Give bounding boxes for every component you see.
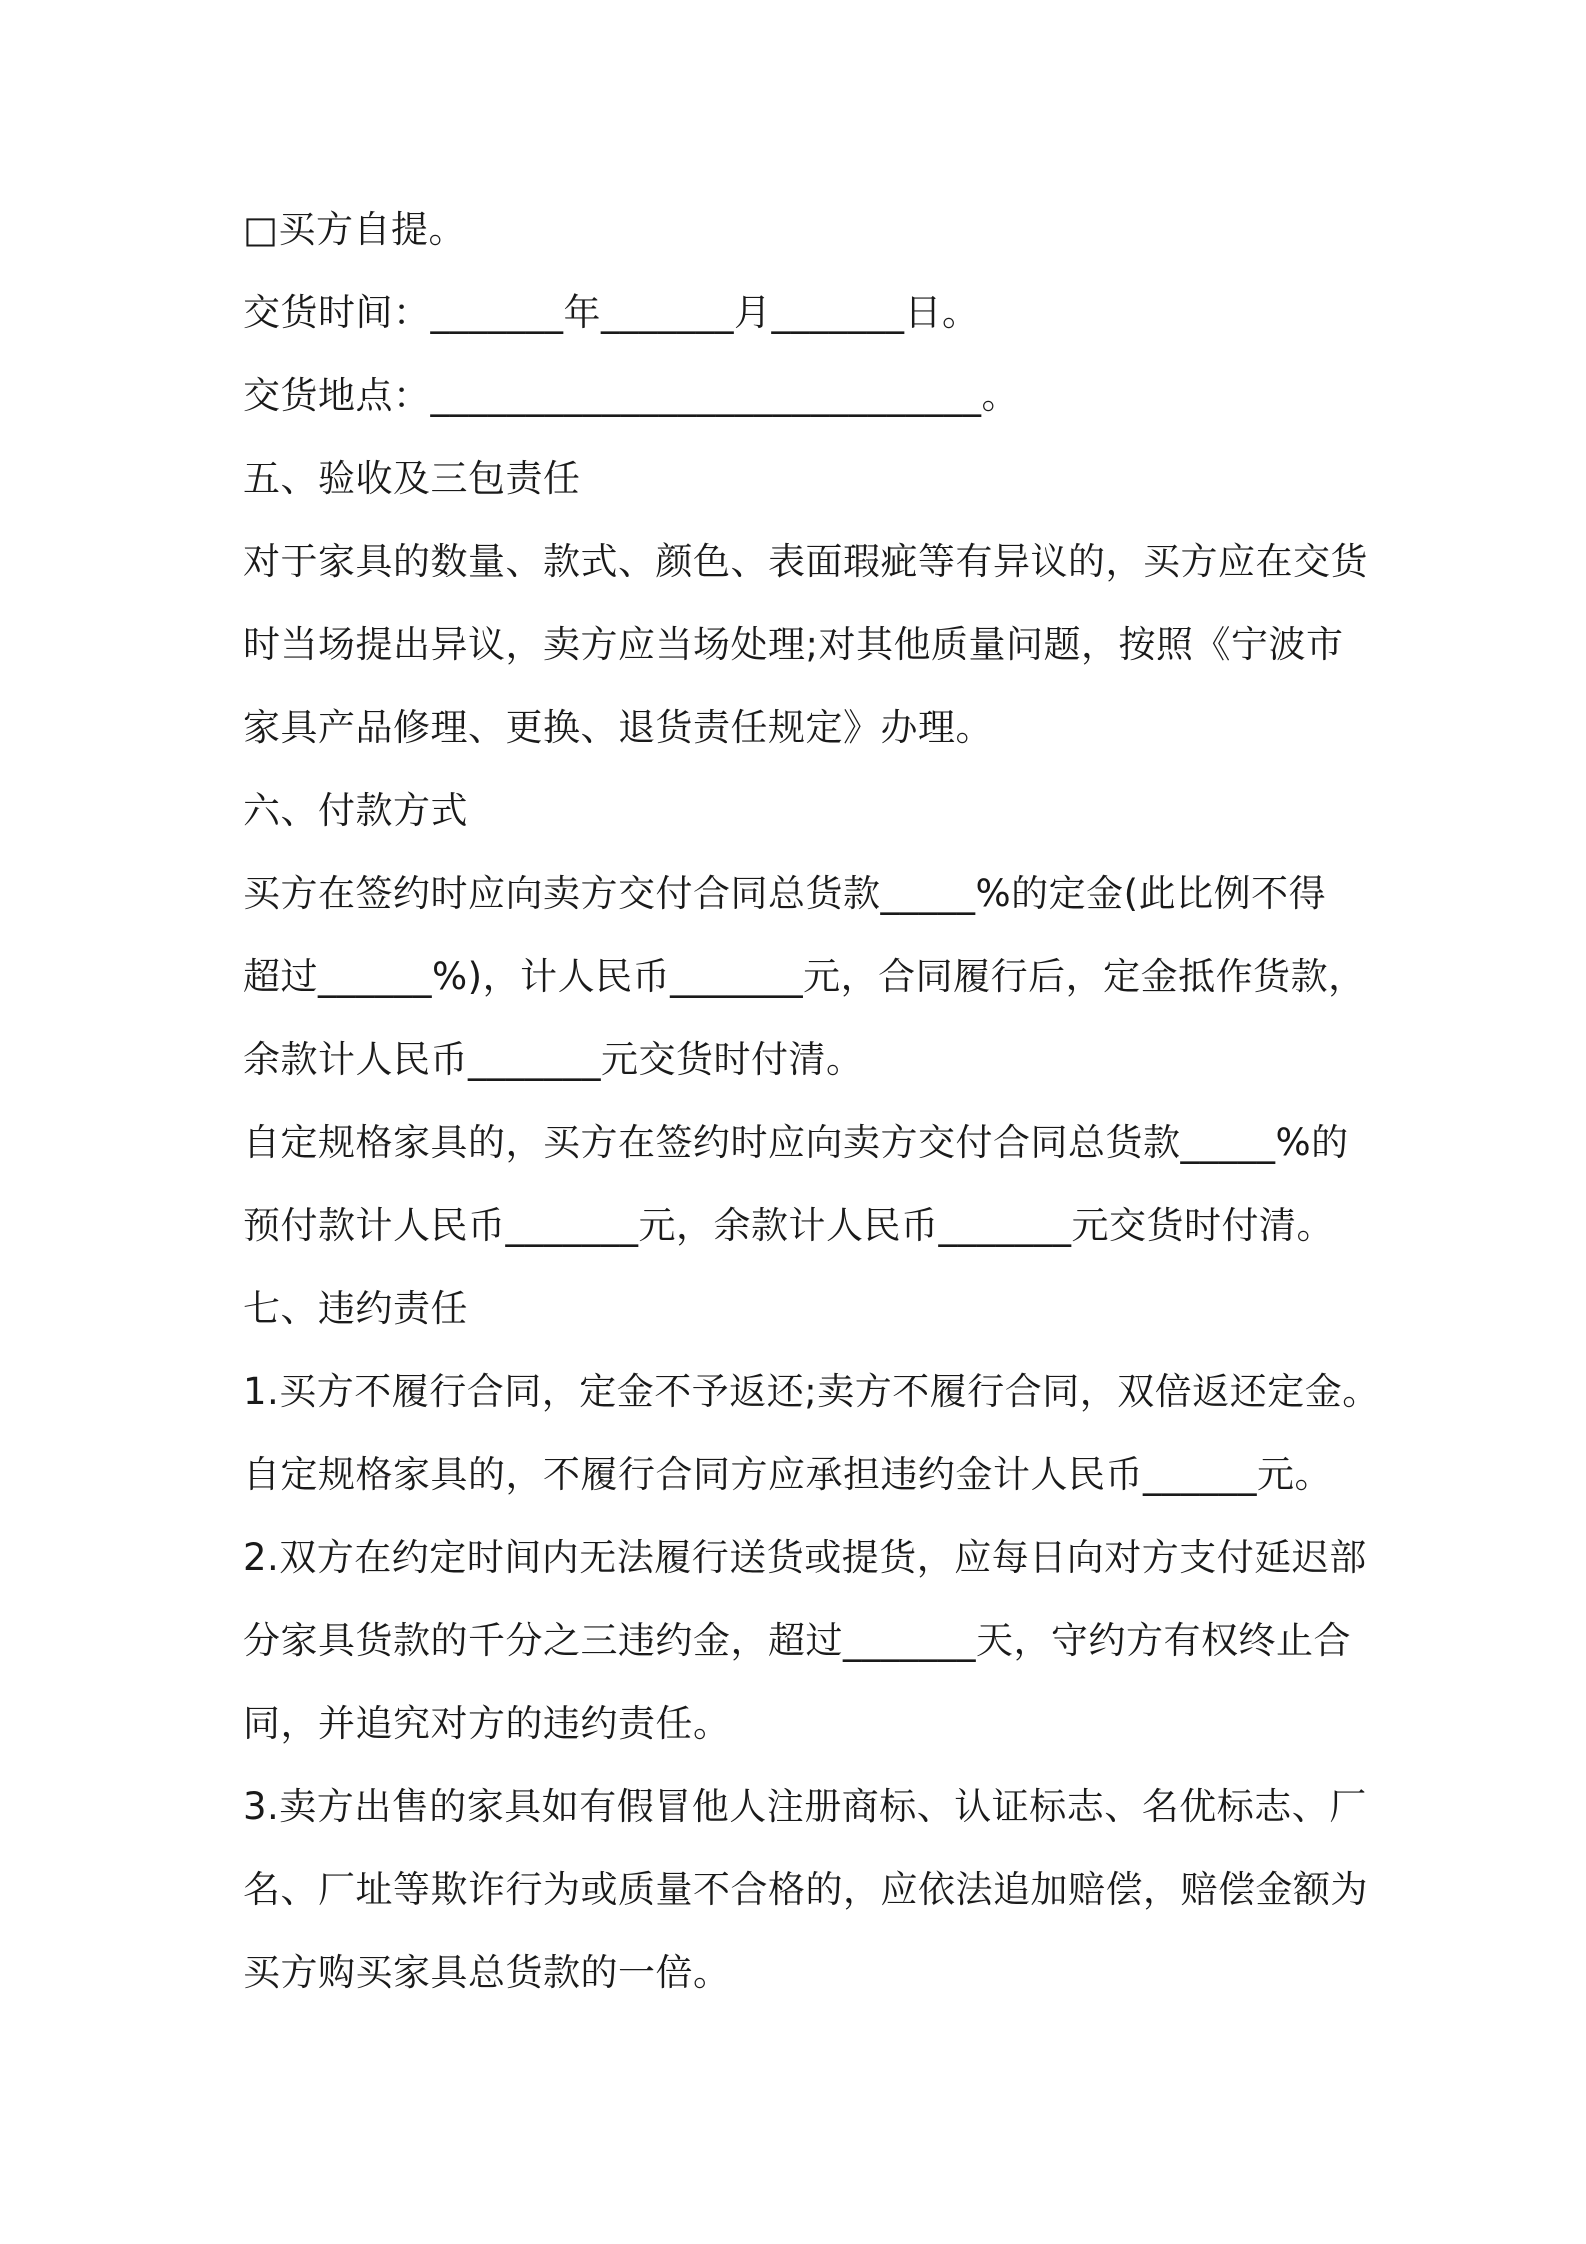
pickup-option-line: □买方自提。 [243, 208, 466, 251]
paragraph-line: 自定规格家具的，买方在签约时应向卖方交付合同总货款_____%的 [243, 1121, 1349, 1164]
delivery-time-line: 交货时间：_______年_______月_______日。 [243, 291, 980, 334]
paragraph-line: 同，并追究对方的违约责任。 [243, 1702, 731, 1745]
paragraph-line: 分家具货款的千分之三违约金，超过_______天，守约方有权终止合 [243, 1619, 1351, 1662]
paragraph-line: 1.买方不履行合同，定金不予返还;卖方不履行合同，双倍返还定金。 [243, 1370, 1380, 1413]
paragraph-line: 时当场提出异议，卖方应当场处理;对其他质量问题，按照《宁波市 [243, 623, 1344, 666]
section-heading-payment: 六、付款方式 [243, 789, 468, 832]
paragraph-line: 自定规格家具的，不履行合同方应承担违约金计人民币______元。 [243, 1453, 1332, 1496]
paragraph-line: 余款计人民币_______元交货时付清。 [243, 1038, 864, 1081]
paragraph-line: 预付款计人民币_______元，余款计人民币_______元交货时付清。 [243, 1204, 1334, 1247]
paragraph-line: 3.卖方出售的家具如有假冒他人注册商标、认证标志、名优标志、厂 [243, 1785, 1367, 1828]
section-heading-liability: 七、违约责任 [243, 1287, 468, 1330]
paragraph-line: 家具产品修理、更换、退货责任规定》办理。 [243, 706, 993, 749]
delivery-location-line: 交货地点：_____________________________。 [243, 374, 1019, 417]
paragraph-line: 名、厂址等欺诈行为或质量不合格的，应依法追加赔偿，赔偿金额为 [243, 1868, 1368, 1911]
paragraph-line: 2.双方在约定时间内无法履行送货或提货，应每日向对方支付延迟部 [243, 1536, 1367, 1579]
paragraph-line: 买方购买家具总货款的一倍。 [243, 1951, 731, 1994]
section-heading-inspection: 五、验收及三包责任 [243, 457, 581, 500]
paragraph-line: 超过______%)，计人民币_______元，合同履行后，定金抵作货款， [243, 955, 1366, 998]
paragraph-line: 对于家具的数量、款式、颜色、表面瑕疵等有异议的，买方应在交货 [243, 540, 1368, 583]
paragraph-line: 买方在签约时应向卖方交付合同总货款_____%的定金(此比例不得 [243, 872, 1327, 915]
